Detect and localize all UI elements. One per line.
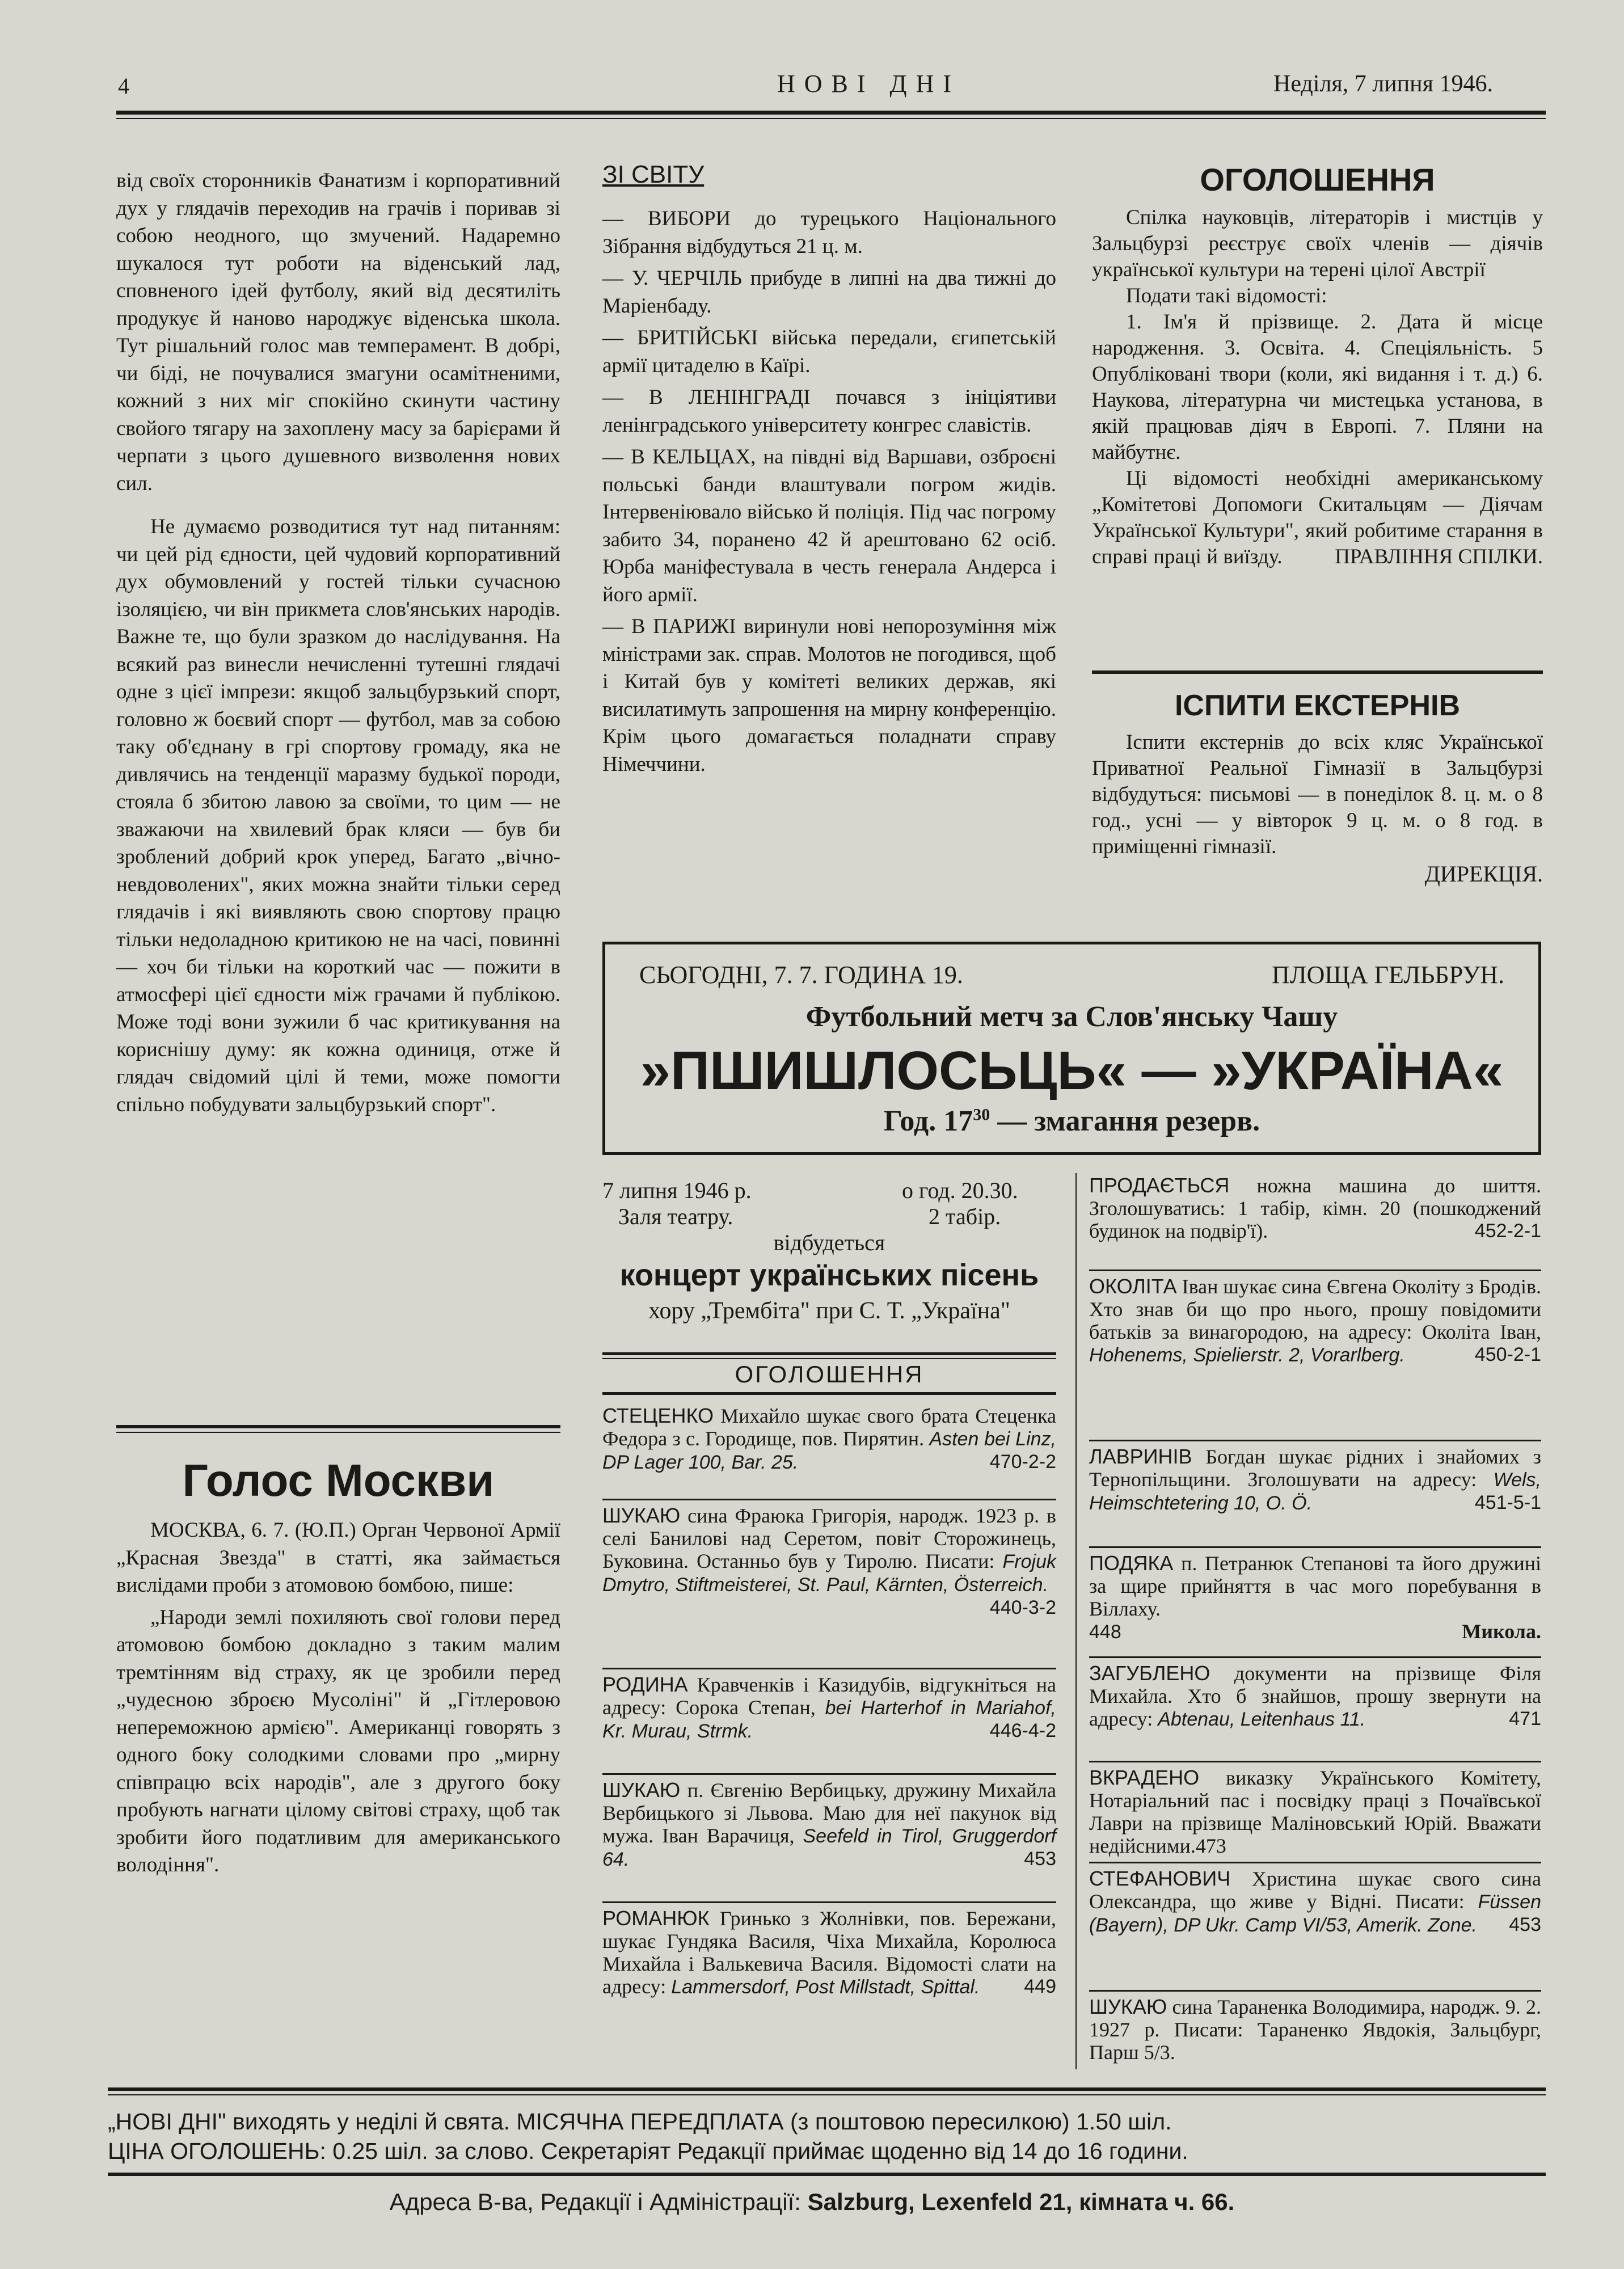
- concert-notice: [602, 1171, 1056, 1350]
- moscow-article: [116, 1452, 560, 1879]
- world-item-egypt: — БРИТІЙСЬКІ війська передали, єгипетській армії цитаделю в Каїрі.: [602, 326, 1056, 377]
- ad-text: сина Тараненка Володимира, народж. 9. 2. 1927 р. Писати: Тараненко Явдокія, Зальцбург, Парш 5/3.: [1089, 1996, 1541, 2064]
- ad-keyword: СТЕЦЕНКО: [602, 1404, 714, 1427]
- ad-stetsenko: [602, 1405, 1056, 1474]
- exams-notice: [1092, 688, 1543, 888]
- ad-keyword: ЛАВРИНІВ: [1089, 1445, 1192, 1468]
- header-rule-thin: [116, 118, 1546, 119]
- classifieds-rule-bottom: [602, 1392, 1056, 1395]
- ad-address: Asten bei Linz, DP Lager 100, Bar. 25.: [602, 1428, 1057, 1473]
- ad-body: [1089, 1275, 1541, 1367]
- ad-body: [1089, 1867, 1541, 1937]
- announcement-list: 1. Ім'я й прізвище. 2. Дата й місце народження. 3. Освіта. 4. Спеціяльність. 5 Опубліковані твори (коли, які видання і т. д.) 6. Наукова, літературна чи мистецька установа, в якій працював діяч в Европі. 7. Пляни на майбутнє.: [1092, 310, 1543, 464]
- ad-body: [1089, 1174, 1541, 1242]
- ad-text: сина Фраюка Григорія, народж. 1923 р. в селі Банилові над Серетом, повіт Сторожинець, Буковина. Останньо був у Тиролю. Писати:: [602, 1504, 1056, 1572]
- footer-rule-top-thin: [108, 2094, 1546, 2095]
- union-announcement: [1092, 162, 1543, 570]
- classifieds-rule-top: [602, 1352, 1056, 1355]
- ad-code: 453: [1024, 1848, 1056, 1870]
- football-match-box: [602, 942, 1541, 1155]
- ad-address: Lammersdorf, Post Millstadt, Spittal.: [671, 1976, 980, 1998]
- ad-separator: [1089, 1440, 1541, 1441]
- ad-separator: [1089, 1656, 1541, 1658]
- ad-body: [1089, 1445, 1541, 1515]
- reserve-time: Год. 17: [883, 1105, 973, 1137]
- ad-code: 470-2-2: [989, 1451, 1056, 1473]
- ad-separator: [602, 1773, 1056, 1775]
- ad-code: 440-3-2: [989, 1597, 1056, 1618]
- reserve-minutes: 30: [973, 1105, 990, 1124]
- ad-text: Кравченків і Казидубів, відгукніться на адресу: Сорока Степан,: [602, 1673, 1056, 1719]
- ad-code: 471: [1509, 1708, 1541, 1730]
- concert-hall: Заля театру.: [618, 1204, 733, 1229]
- ad-text: п. Петранюк Степанові та його дружині за щире прийняття в час мого поребування в Віллаху.: [1089, 1552, 1541, 1620]
- ad-body: [602, 1907, 1056, 1998]
- ad-keyword: СТЕФАНОВИЧ: [1089, 1867, 1231, 1890]
- ad-code: 452-2-1: [1474, 1220, 1541, 1242]
- football-teams: »ПШИШЛОСЬЦЬ« — »УКРАЇНА«: [640, 1040, 1504, 1101]
- ad-sewing-machine: [1089, 1174, 1541, 1242]
- article-continuation: від своїх сторонників Фанатизм і корпоративний дух у глядачів переходив на грачів і поривав зі собою неодного, що змучений. Надаремно шукалося тут роботи на віденський лад, сповненого ідей футболу, який від десятиліть продукує й наново народжує віденська школа. Тут рішальний голос мав темперамент. В добрі, чи біді, не почувалися змагуни осамітненими, кожний з них міг спокійно скинути частину свойого тягару на захоплену масу за барієрами й черпати з цього душевного визволення нових сил.: [116, 169, 560, 495]
- header-rule: [116, 111, 1546, 115]
- world-item-leningrad: — В ЛЕНІНГРАДІ почався з ініціятиви ленінградського університету конгрес славістів.: [602, 386, 1056, 437]
- ad-keyword: ОКОЛІТА: [1089, 1275, 1177, 1298]
- ad-keyword: ШУКАЮ: [602, 1778, 681, 1802]
- footer-rule-bottom: [108, 2173, 1546, 2176]
- footer-rule-top: [108, 2087, 1546, 2091]
- announcement-title: ОГОЛОШЕННЯ: [1200, 162, 1435, 197]
- ad-keyword: ШУКАЮ: [602, 1504, 681, 1527]
- ad-separator: [1089, 1270, 1541, 1271]
- concert-date: 7 липня 1946 р.: [602, 1178, 752, 1203]
- concert-camp: 2 табір.: [929, 1204, 1001, 1229]
- ad-body: [1089, 1766, 1541, 1857]
- ad-body: [602, 1673, 1056, 1743]
- footer-info: [108, 2107, 1546, 2166]
- left-column-divider-thin: [116, 1432, 560, 1433]
- ad-code: 451-5-1: [1474, 1492, 1541, 1513]
- ad-separator: [602, 1499, 1056, 1500]
- ad-separator: [1089, 1761, 1541, 1762]
- ad-body: [602, 1405, 1056, 1474]
- left-column-divider: [116, 1425, 560, 1428]
- world-news-title: ЗІ СВІТУ: [602, 161, 705, 188]
- ad-code: 473: [1195, 1834, 1226, 1857]
- announcement-closing: [1092, 466, 1543, 570]
- ad-address: Füssen (Bayern), DP Ukr. Camp VI/53, Amerik. Zone.: [1089, 1891, 1541, 1936]
- ad-taranenko: [1089, 1996, 1541, 2064]
- left-column: [116, 167, 560, 1119]
- ad-rodyna: [602, 1673, 1056, 1743]
- ad-keyword: ПОДЯКА: [1089, 1551, 1174, 1575]
- footer-line-1: „НОВІ ДНІ" виходять у неділі й свята. МІСЯЧНА ПЕРЕДПЛАТА (з поштовою пересилкою) 1.50 шіл.: [108, 2108, 1172, 2135]
- ad-text: Михайло шукає свого брата Стеценка Федора з с. Городище, пов. Пирятин.: [602, 1405, 1056, 1450]
- ad-address: Abtenau, Leitenhaus 11.: [1158, 1709, 1366, 1730]
- ad-text: документи на прізвище Філя Михайла. Хто б знайшов, прошу звернути на адресу:: [1089, 1662, 1541, 1730]
- issue-date: Неділя, 7 липня 1946.: [1273, 71, 1493, 97]
- moscow-title: Голос Москви: [182, 1455, 495, 1505]
- ad-code: 446-4-2: [989, 1720, 1056, 1741]
- world-item-turkey: — ВИБОРИ до турецького Національного Зібрання відбудуться 21 ц. м.: [602, 207, 1056, 258]
- ad-keyword: РОМАНЮК: [602, 1907, 710, 1930]
- ad-body: [1089, 1552, 1541, 1620]
- ad-separator: [1089, 1990, 1541, 1992]
- announcement-intro: Спілка науковців, літераторів і мистців у Зальцбурзі реєструє своїх членів — діячів української культури на терені цілої Австрії: [1092, 206, 1543, 281]
- ad-separator: [1089, 1862, 1541, 1863]
- ad-keyword: РОДИНА: [602, 1673, 688, 1696]
- ad-address: Wels, Heimschtetering 10, O. Ö.: [1089, 1469, 1541, 1514]
- concert-choir: хору „Трембіта" при С. Т. „Україна": [648, 1298, 1010, 1324]
- ad-verbytska: [602, 1779, 1056, 1871]
- ad-text: Богдан шукає рідних і знайомих з Тернопільщини. Зголошувати на адресу:: [1089, 1445, 1541, 1491]
- exams-title: ІСПИТИ ЕКСТЕРНІВ: [1174, 689, 1460, 722]
- concert-happens: відбудеться: [773, 1230, 885, 1255]
- ad-address: bei Harterhof in Mariahof, Kr. Murau, Strmk.: [602, 1697, 1056, 1742]
- ad-address: Seefeld in Tirol, Gruggerdorf 64.: [602, 1825, 1057, 1870]
- world-item-paris: — В ПАРИЖІ виринули нові непорозуміння між міністрами зак. справ. Молотов не погодився, щоб і Китай був у комітеті великих держав, які висилатимуть запрошення на мирну конференцію. Крім цього домагається поладнати справу Німеччини.: [602, 615, 1056, 776]
- ad-lost-documents: [1089, 1662, 1541, 1731]
- ad-keyword: ЗАГУБЛЕНО: [1089, 1661, 1210, 1685]
- page-number: 4: [118, 73, 129, 99]
- ad-separator: [602, 1901, 1056, 1903]
- announcement-request: Подати такі відомості:: [1126, 284, 1327, 307]
- concert-title: концерт українських пісень: [619, 1258, 1039, 1292]
- football-subtitle: Футбольний метч за Слов'янську Чашу: [805, 1001, 1338, 1033]
- ad-romaniuk: [602, 1907, 1056, 1998]
- world-item-churchill: — У. ЧЕРЧІЛЬ прибуде в липні на два тижні до Маріенбаду.: [602, 267, 1056, 318]
- footer-line-2: ЦІНА ОГОЛОШЕНЬ: 0.25 шіл. за слово. Секретаріят Редакції приймає щоденно від 14 до 16 години.: [108, 2138, 1188, 2164]
- newspaper-title: НОВІ ДНІ: [777, 70, 960, 98]
- ad-okolita: [1089, 1275, 1541, 1367]
- ad-thanks: [1089, 1552, 1541, 1643]
- ad-body: [1089, 1996, 1541, 2064]
- ad-text: п. Євгенію Вербицьку, дружину Михайла Вербицького зі Львова. Маю для неї пакунок від мужа. Іван Варачиця,: [602, 1779, 1056, 1847]
- announcement-signature: ПРАВЛІННЯ СПІЛКИ.: [1335, 545, 1543, 568]
- ad-text: виказку Українського Комітету, Нотаріальний пас і посвідку праці з Почаївської Лаври на прізвище Маліновський Юрій. Вважати недійсними.: [1089, 1766, 1541, 1857]
- ad-keyword: ВКРАДЕНО: [1089, 1766, 1200, 1789]
- ad-footer: [1089, 1620, 1541, 1643]
- ad-separator: [602, 1668, 1056, 1669]
- ad-code: 450-2-1: [1474, 1344, 1541, 1365]
- ad-code: 449: [1024, 1976, 1056, 1997]
- ad-separator: [1089, 1546, 1541, 1548]
- ad-body: [602, 1779, 1056, 1871]
- world-news: [602, 159, 1056, 778]
- column-divider: [1075, 1173, 1077, 2069]
- ad-text: Іван шукає сина Євгена Околіту з Бродів. Хто знав би що про нього, прошу повідомити батьків за винагородою, на адресу: Околіта Іван,: [1089, 1275, 1541, 1343]
- classifieds-title: ОГОЛОШЕННЯ: [735, 1361, 924, 1387]
- publisher-address: [0, 2188, 1624, 2216]
- ad-text: ножна машина до шиття. Зголошуватись: 1 табір, кімн. 20 (пошкоджений будинок на подвір'ї).: [1089, 1174, 1541, 1242]
- article-paragraph: Не думаємо розводитися тут над питанням: чи цей рід єдности, цей чудовий корпоративний дух обумовлений у гостей тільки сучасною ізоляцією, чи він прикмета слов'янських народів. Важне те, що були зразком до наслідування. На всякий раз винесли нечисленні тутешні глядачі одне з цієї імпрези: якщоб зальцбурзький спорт, головно ж боєвий спорт — футбол, мав за собою таку об'єднану в грі спортову громаду, яка не дивлячись на тенденції маразму будької породи, стояла б збитою лавою за своїми, то цим — не зважаючи на хвилевий брак кляси — був би зроблений добрий крок уперед, Багато „вічно-невдоволених", яких можна знайти тільки серед глядачів і які виявляють свою спортову працю тільки недоладною критикою не на часі, повинні — хоч би тільки на короткий час — пожити в атмосфері цієї єдности між грачами й публікою. Може тоді вони зужили б час критикування на кориснішу думу: як кожна одиниця, отже й глядач свідомий цілі й теми, може помогти спільно побудувати зальцбурзький спорт".: [116, 515, 560, 1116]
- world-item-kielce: — В КЕЛЬЦАХ, на півдні від Варшави, озброєні польські банди влаштували погром жидів. Інтервеніювало військо й поліція. Під час погрому забито 34, поранено 42 й арештовано 62 осіб. Юрба маніфестувала в честь генерала Андерса і його армії.: [602, 445, 1056, 606]
- exams-signature: ДИРЕКЦІЯ.: [1424, 861, 1543, 887]
- moscow-paragraph: МОСКВА, 6. 7. (Ю.П.) Орган Червоної Армії „Красная Звезда" в статті, яка займається вислідами проби з атомовою бомбою, пише:: [116, 1519, 560, 1597]
- ad-address: Hohenems, Spielierstr. 2, Vorarlberg.: [1089, 1344, 1405, 1366]
- ad-code: 448: [1089, 1621, 1121, 1643]
- ad-text: Христина шукає свого сина Олександра, що живе у Відні. Писати:: [1089, 1867, 1541, 1913]
- address-label: Адреса В-ва, Редакції і Адміністрації:: [389, 2188, 801, 2215]
- ad-frayuk: [602, 1504, 1056, 1619]
- ad-keyword: ШУКАЮ: [1089, 1995, 1167, 2018]
- page-header: [0, 0, 1624, 130]
- football-date: СЬОГОДНІ, 7. 7. ГОДИНА 19.: [639, 961, 963, 989]
- ad-code: 453: [1509, 1914, 1541, 1935]
- reserve-text: — змагання резерв.: [990, 1105, 1260, 1137]
- football-place: ПЛОЩА ГЕЛЬБРУН.: [1272, 961, 1504, 989]
- ad-text: Гринько з Жолнівки, пов. Бережани, шукає Гундяка Василя, Чіха Михайла, Королюса Михайла і Валькевича Василя. Відомості слати на адресу:: [602, 1907, 1056, 1998]
- ad-lavryniv: [1089, 1445, 1541, 1515]
- ad-body: [1089, 1662, 1541, 1731]
- ad-stefanovych: [1089, 1867, 1541, 1937]
- moscow-quote: „Народи землі похиляють свої голови перед атомовою бомбою докладно з таким малим тремтінням від страху, як це зробили перед „чудесною зброєю Мусоліні" й „Гітлеровою непереможною армією". Американці говорять з одного боку солодкими словами про „мирну співпрацю всіх народів", але з другого боку пробують нагнати цілому світові страху, щоб так зробити його податливим для американського володіння".: [116, 1605, 560, 1876]
- ad-stolen: [1089, 1766, 1541, 1857]
- ad-keyword: ПРОДАЄТЬСЯ: [1089, 1174, 1230, 1197]
- ad-signature: Микола.: [1462, 1620, 1541, 1643]
- football-reserve: [605, 1104, 1538, 1138]
- address-value: Salzburg, Lexenfeld 21, кімната ч. 66.: [807, 2188, 1235, 2215]
- announcement-divider: [1092, 670, 1543, 674]
- ad-body: [602, 1504, 1056, 1618]
- concert-time: о год. 20.30.: [902, 1178, 1018, 1203]
- exams-text: Іспити екстернів до всіх кляс Української Приватної Реальної Гімназії в Зальцбурзі відбудуться: письмові — в понеділок 8. ц. м. о 8 год., усні — у вівторок 9 ц. м. о 8 год. в приміщенні гімназії.: [1092, 731, 1543, 858]
- ad-address: Frojuk Dmytro, Stiftmeisterei, St. Paul, Kärnten, Österreich.: [602, 1551, 1056, 1596]
- announcement-closing-text: Ці відомості необхідні американському „Комітетові Допомоги Скитальцям — Діячам Української Культури", який робитиме старання в справі праці й виїзду.: [1092, 467, 1543, 568]
